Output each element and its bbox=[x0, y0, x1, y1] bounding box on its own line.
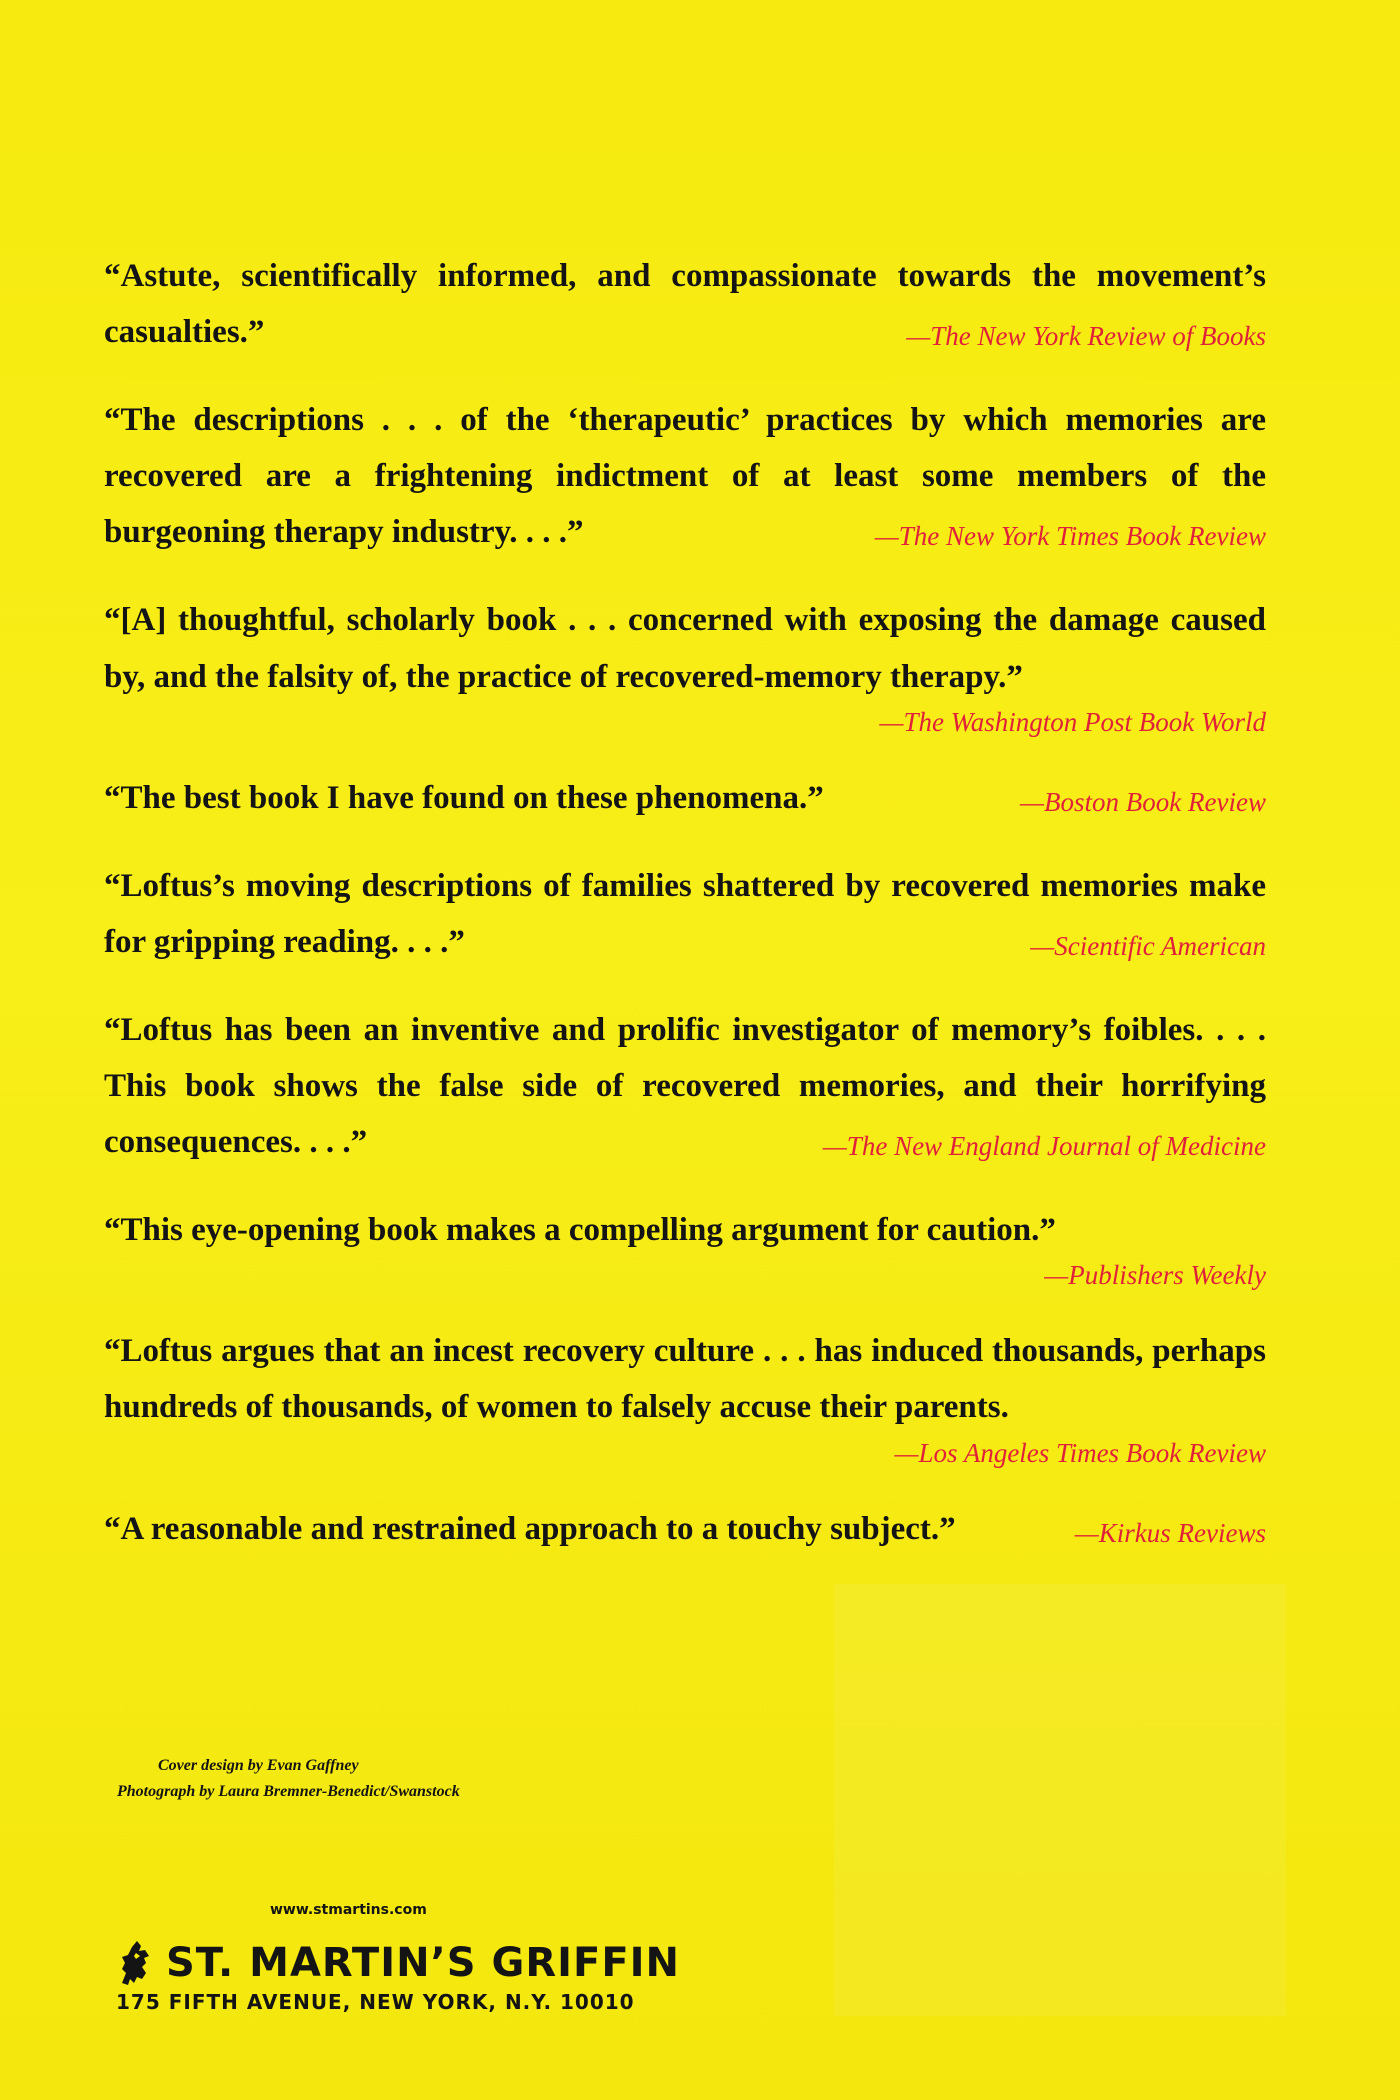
review-quotes bbox=[104, 248, 1266, 1589]
barcode-area bbox=[834, 1584, 1286, 2016]
cover-credits bbox=[117, 1753, 460, 1806]
publisher-block bbox=[116, 1939, 680, 1987]
quote-text: “A reasonable and restrained approach to a touchy subject.” bbox=[104, 1510, 956, 1547]
quote-text: “Loftus’s moving descriptions of families shattered by recovered memories make for gripping reading. . . .” bbox=[104, 867, 1266, 960]
photograph-credit: Photograph by Laura Bremner-Benedict/Swanstock bbox=[117, 1783, 460, 1801]
review-quote-boston-book-review bbox=[104, 770, 1266, 826]
quote-text: “The best book I have found on these phenomena.” bbox=[104, 779, 824, 816]
publisher-name: ST. MARTIN’S GRIFFIN bbox=[166, 1940, 681, 1986]
quote-attribution: —The New York Times Book Review bbox=[874, 521, 1266, 552]
review-quote-la-times bbox=[104, 1323, 1266, 1468]
quote-attribution: —Kirkus Reviews bbox=[1074, 1517, 1266, 1548]
quote-text: “Loftus has been an inventive and prolific investigator of memory’s foibles. . . . This book shows the false side of recovered memories, and their horrifying consequences. . . .” bbox=[104, 1011, 1266, 1161]
quote-text: “Loftus argues that an incest recovery culture . . . has induced thousands, perhaps hundreds of thousands, of women to falsely accuse their parents. bbox=[104, 1333, 1266, 1426]
publisher-website: www.stmartins.com bbox=[270, 1902, 427, 1918]
review-quote-scientific-american bbox=[104, 858, 1266, 970]
review-quote-publishers-weekly bbox=[104, 1202, 1266, 1291]
quote-text: “Astute, scientifically informed, and compassionate towards the movement’s casualties.” bbox=[104, 258, 1266, 351]
review-quote-ny-review-of-books bbox=[104, 248, 1266, 360]
review-quote-kirkus bbox=[104, 1501, 1266, 1557]
publisher-address: 175 FIFTH AVENUE, NEW YORK, N.Y. 10010 bbox=[116, 1990, 635, 2014]
quote-attribution: —The New England Journal of Medicine bbox=[822, 1131, 1266, 1162]
quote-text: “The descriptions . . . of the ‘therapeutic’ practices by which memories are recovered are a frightening indictment of at least some members of the burgeoning therapy industry. . . .” bbox=[104, 402, 1266, 551]
quote-text: “This eye-opening book makes a compelling argument for caution.” bbox=[104, 1212, 1056, 1249]
review-quote-new-england-journal bbox=[104, 1002, 1266, 1170]
quote-attribution: —Publishers Weekly bbox=[1044, 1260, 1266, 1291]
quote-attribution: —The New York Review of Books bbox=[906, 321, 1266, 352]
review-quote-washington-post bbox=[104, 592, 1266, 737]
review-quote-ny-times-book-review bbox=[104, 392, 1266, 560]
griffin-icon bbox=[116, 1939, 156, 1987]
quote-attribution: —Scientific American bbox=[1030, 930, 1266, 961]
quote-attribution: —The Washington Post Book World bbox=[879, 706, 1266, 737]
cover-design-credit: Cover design by Evan Gaffney bbox=[158, 1757, 359, 1774]
quote-text: “[A] thoughtful, scholarly book . . . concerned with exposing the damage caused by, and the falsity of, the practice of recovered-memory therapy.” bbox=[104, 602, 1266, 695]
quote-attribution: —Los Angeles Times Book Review bbox=[894, 1437, 1266, 1468]
quote-attribution: —Boston Book Review bbox=[1020, 786, 1266, 817]
